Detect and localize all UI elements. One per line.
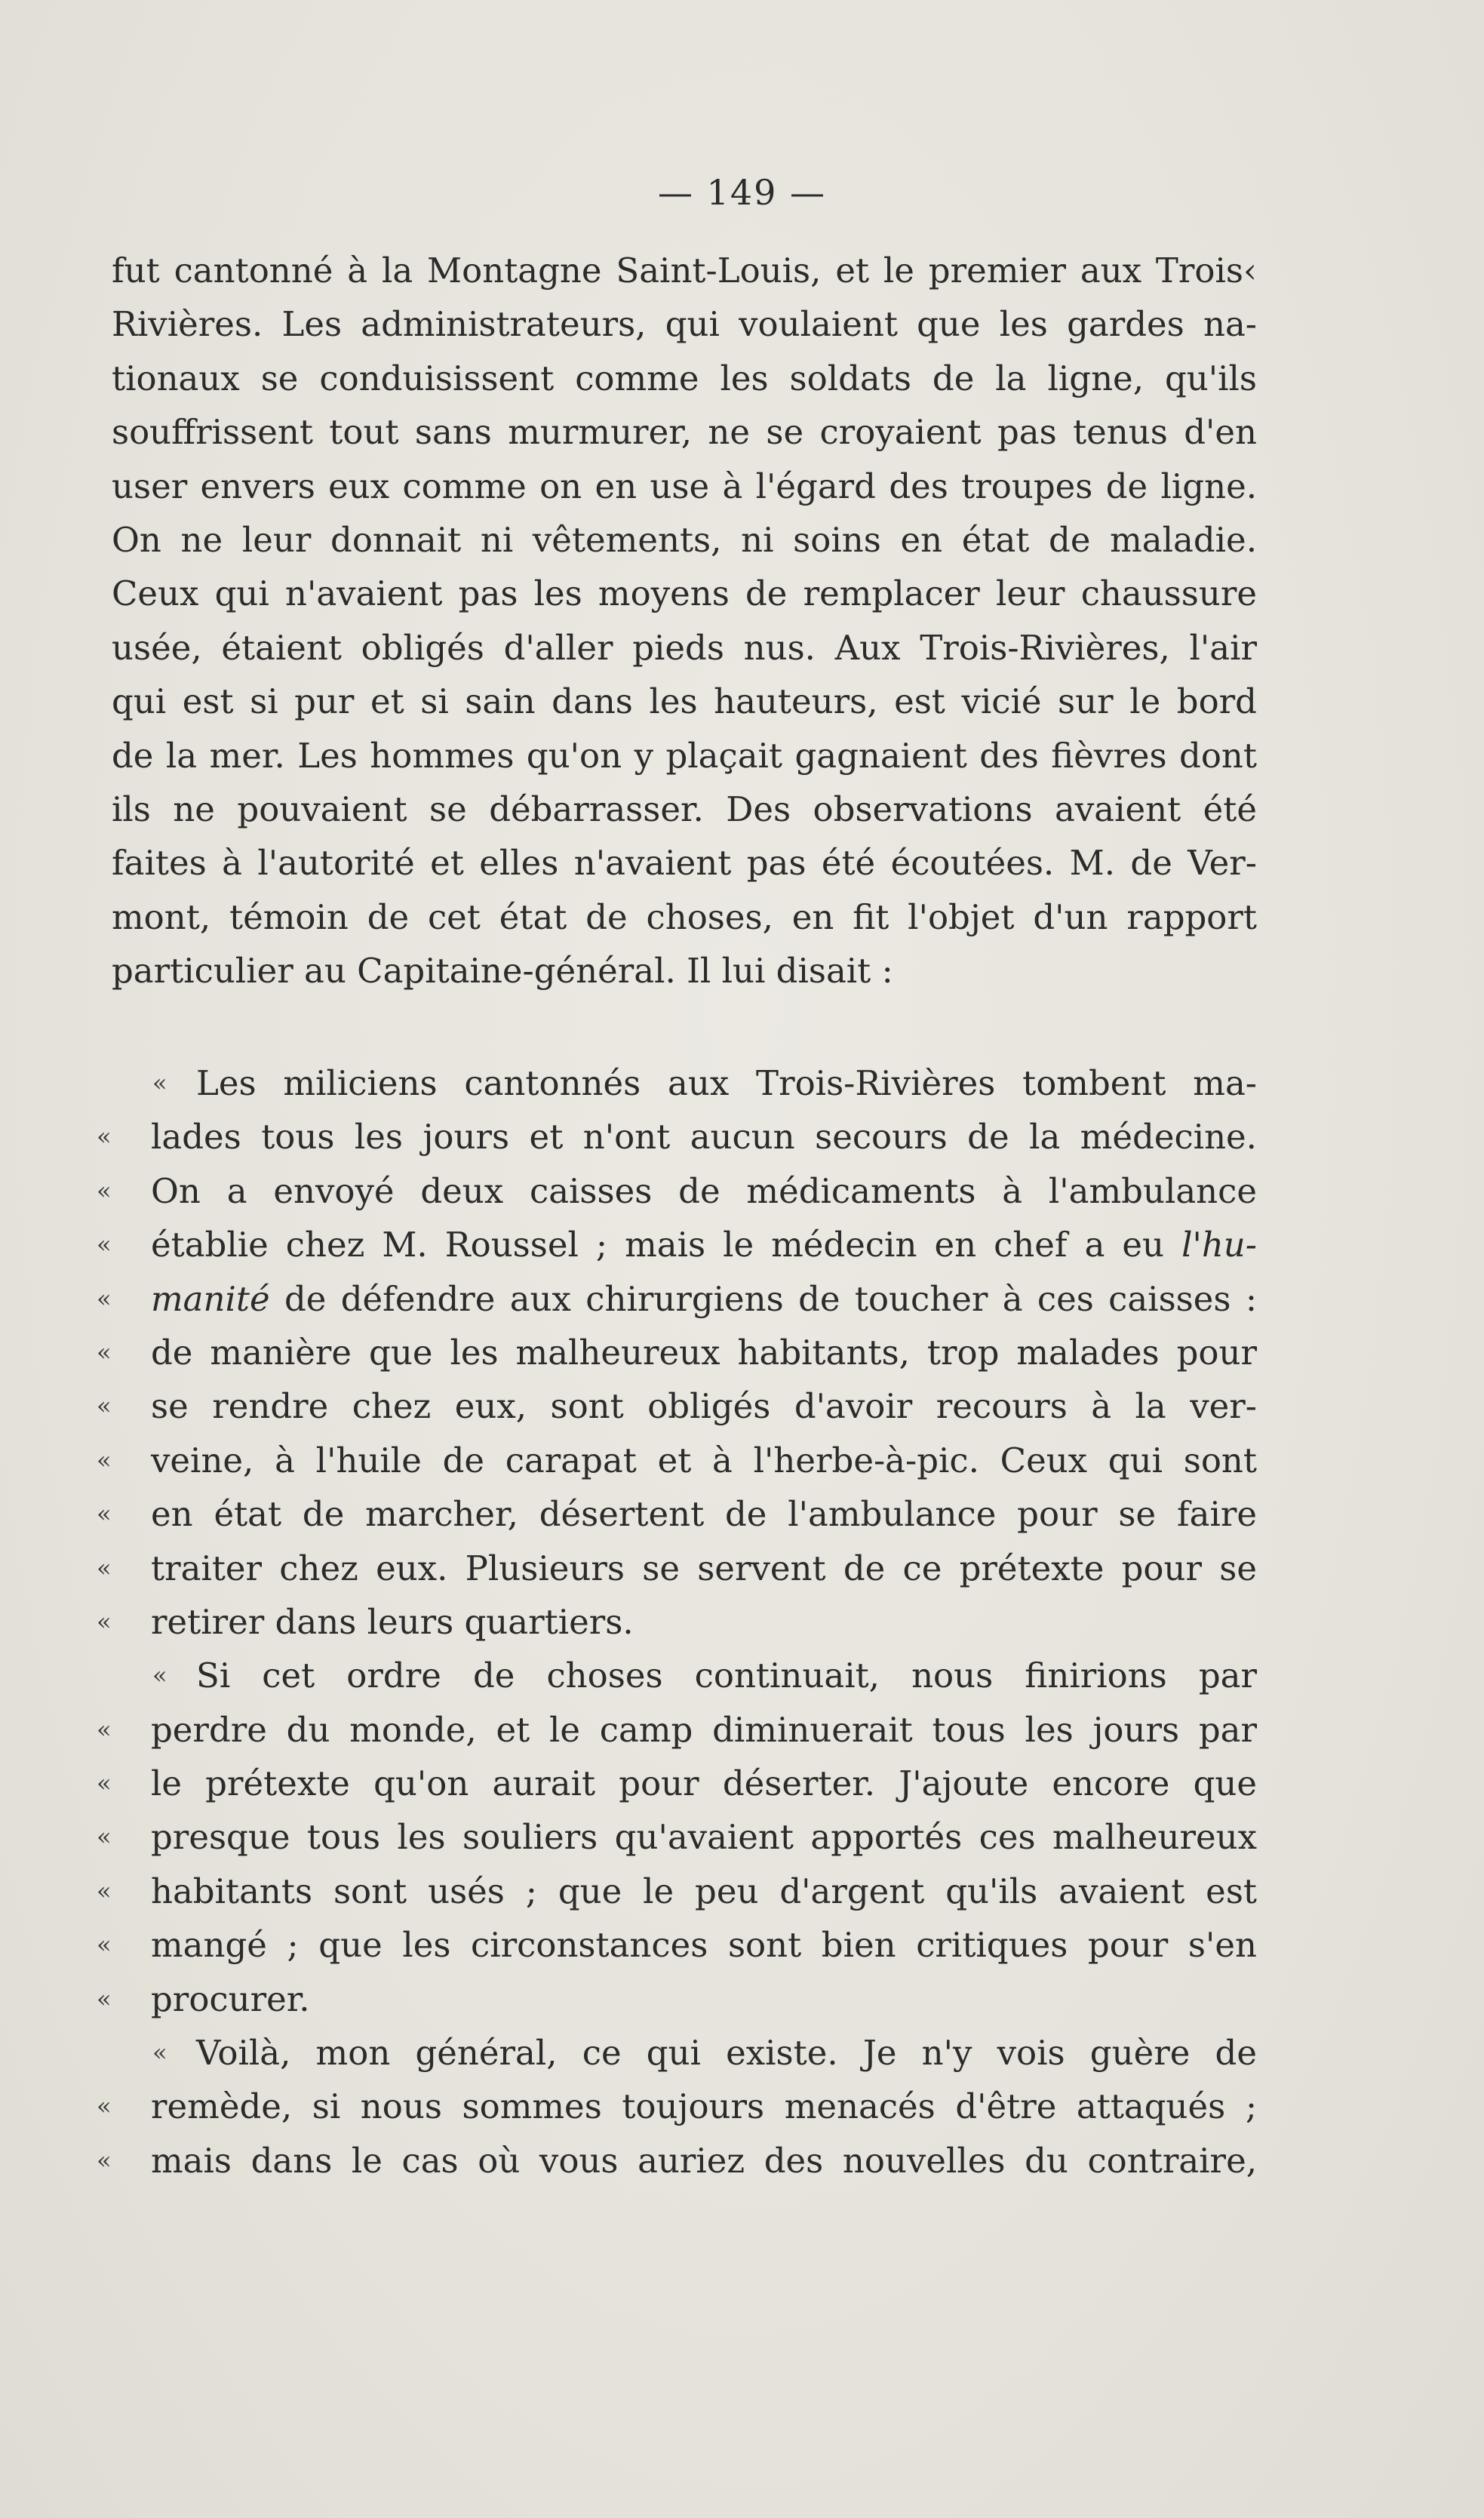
quote-mark: « [97,1553,112,1582]
quote-line [97,1164,1257,1218]
quote-line [97,1865,1257,1918]
text-line: On ne leur donnait ni vêtements, ni soins en état de maladie. [112,519,1257,560]
quote-mark: « [97,1122,112,1151]
quote-line [97,1918,1257,1972]
text-line: Ceux qui n'avaient pas les moyens de remplacer leur chaussure [112,573,1257,614]
quote-line-text: se rendre chez eux, sont obligés d'avoir recours à la ver- [151,1386,1257,1427]
text-line: faites à l'autorité et elles n'avaient pas été écoutées. M. de Ver- [112,843,1257,884]
quote-line-text: On a envoyé deux caisses de médicaments à l'ambulance [151,1170,1257,1211]
text-line: ils ne pouvaient se débarrasser. Des observations avaient été [112,789,1257,829]
quote-line [97,1326,1257,1379]
quote-line-text: presque tous les souliers qu'avaient apportés ces malheureux [151,1817,1257,1858]
italic-word: manité [151,1278,270,1319]
italic-word: l'hu- [1181,1225,1257,1265]
quote-line-text: habitants sont usés ; que le peu d'argent qu'ils avaient est [151,1871,1257,1911]
quote-mark: « [97,1391,112,1421]
quote-line-text: retirer dans leurs quartiers. [151,1601,634,1642]
quote-line [97,1810,1257,1864]
quote-mark: « [97,2145,112,2175]
quote-line [97,1972,1257,2026]
quote-line [97,1434,1257,1487]
quote-line-text: lades tous les jours et n'ont aucun secours de la médecine. [151,1117,1257,1158]
quote-mark: « [97,1499,112,1529]
quote-mark: « [97,1445,112,1474]
quote-mark: « [97,1930,112,1960]
quote-line-text: veine, à l'huile de carapat et à l'herbe-à-pic. Ceux qui sont [151,1440,1257,1480]
quote-line [97,2080,1257,2133]
quote-line-text: remède, si nous sommes toujours menacés d'être attaqués ; [151,2086,1257,2127]
quote-line-text: traiter chez eux. Plusieurs se servent de ce prétexte pour se [151,1548,1257,1588]
quote-line-text: Voilà, mon général, ce qui existe. Je n'y vois guère de [196,2033,1257,2074]
text-line: mont, témoin de cet état de choses, en fit l'objet d'un rapport [112,896,1257,937]
text-line: user envers eux comme on en use à l'égard des troupes de ligne. [112,466,1257,506]
text-line: de la mer. Les hommes qu'on y plaçait gagnaient des fièvres dont [112,735,1257,776]
quote-line-text: procurer. [151,1978,310,2019]
quote-mark: « [97,2092,112,2121]
quote-line [97,2134,1257,2187]
quote-line [112,1649,1257,1702]
quote-line [97,1272,1257,1326]
quote-line-text: Les miliciens cantonnés aux Trois-Rivières tombent ma- [196,1063,1257,1103]
text-line: Rivières. Les administrateurs, qui voulaient que les gardes na- [112,304,1257,345]
quote-line [97,1379,1257,1433]
quote-line [97,1595,1257,1649]
quote-line [97,1110,1257,1164]
quote-mark: « [97,1337,112,1367]
quote-mark: « [97,1984,112,2013]
quoted-letter [97,1056,1257,2187]
text-line: tionaux se conduisissent comme les soldats de la ligne, qu'ils [112,358,1257,398]
quote-mark: « [97,1769,112,1798]
quote-line-text: perdre du monde, et le camp diminuerait tous les jours par [151,1709,1257,1750]
quote-line [112,2026,1257,2080]
paragraph-narrative [112,244,1257,998]
quote-line-text: Si cet ordre de choses continuait, nous finirions par [196,1656,1257,1696]
quote-line-text: mangé ; que les circonstances sont bien critiques pour s'en [151,1925,1257,1966]
quote-line-text: établie chez M. Roussel ; mais le médecin en chef a eu [151,1225,1165,1265]
quote-line [112,1056,1257,1110]
quote-line-text: le prétexte qu'on aurait pour déserter. J'ajoute encore que [151,1763,1257,1804]
quote-line-text: de défendre aux chirurgiens de toucher à ces caisses : [284,1278,1257,1319]
text-line: qui est si pur et si sain dans les hauteurs, est vicié sur le bord [112,681,1257,722]
quote-mark: « [97,1714,112,1744]
quote-open-mark: « [152,1661,167,1690]
quote-mark: « [97,1230,112,1259]
quote-mark: « [97,1284,112,1313]
quote-mark: « [97,1176,112,1205]
text-line: particulier au Capitaine-général. Il lui disait : [112,951,893,992]
quote-mark: « [97,1606,112,1636]
quote-line-text: en état de marcher, désertent de l'ambulance pour se faire [151,1494,1257,1535]
page-number: — 149 — [657,172,827,213]
quote-line [97,1218,1257,1271]
text-line: usée, étaient obligés d'aller pieds nus. Aux Trois-Rivières, l'air [112,627,1257,668]
quote-line [97,1487,1257,1541]
quote-line [97,1703,1257,1757]
text-line: souffrissent tout sans murmurer, ne se croyaient pas tenus d'en [112,412,1257,453]
text-line: fut cantonné à la Montagne Saint-Louis, et le premier aux Trois‹ [112,251,1257,291]
quote-line [97,1542,1257,1595]
quote-mark: « [97,1822,112,1852]
quote-mark: « [97,1876,112,1905]
quote-line [97,1757,1257,1810]
quote-open-mark: « [152,1068,167,1097]
quote-line-text: de manière que les malheureux habitants, trop malades pour [151,1332,1257,1373]
quote-open-mark: « [152,2038,167,2068]
quote-line-text: mais dans le cas où vous auriez des nouvelles du contraire, [151,2140,1257,2181]
